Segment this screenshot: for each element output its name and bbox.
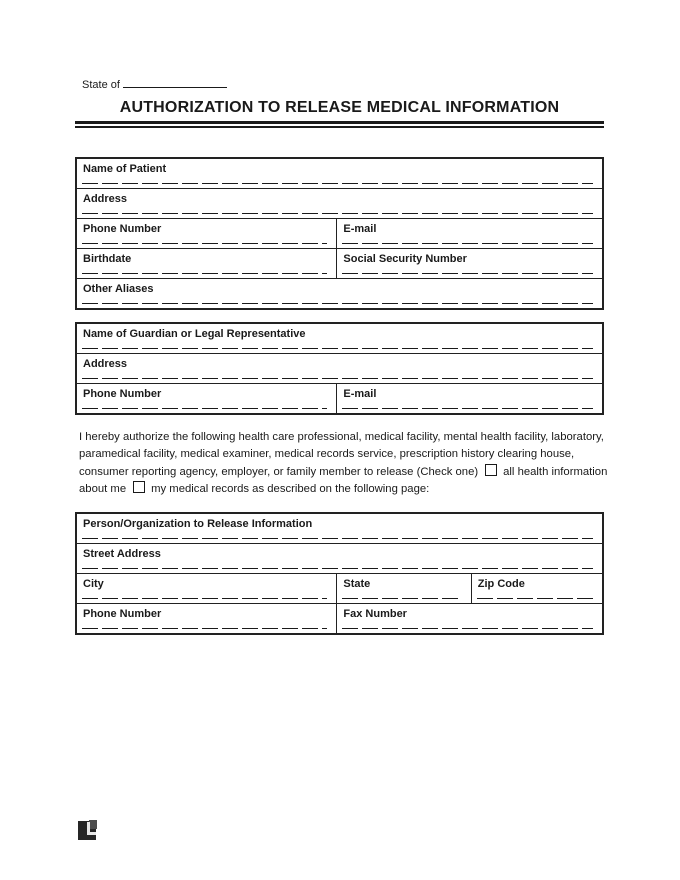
guardian-info-table xyxy=(75,322,604,415)
table-row xyxy=(77,573,602,603)
fill-line xyxy=(82,378,593,379)
table-row xyxy=(77,353,602,383)
table-row xyxy=(77,383,602,413)
table-row xyxy=(77,514,602,543)
guardian-email-label: E-mail xyxy=(343,388,377,400)
patient-email-label: E-mail xyxy=(343,223,377,235)
table-row xyxy=(77,603,602,633)
fill-line xyxy=(82,303,593,304)
patient-phone-cell xyxy=(77,219,337,248)
fill-line xyxy=(82,538,593,539)
authorization-intro-text: I hereby authorize the following health care professional, medical facility, mental health facility, laboratory, paramedical facility, medical examiner, medical records service, prescription history clearing house, consumer reporting agency, employer, or family member to release (Check one) xyxy=(79,431,604,478)
medical-records-checkbox[interactable] xyxy=(133,481,145,493)
guardian-name-label: Name of Guardian or Legal Representative xyxy=(83,328,306,340)
release-zip-label: Zip Code xyxy=(477,578,525,590)
patient-birthdate-label: Birthdate xyxy=(83,253,132,265)
fill-line xyxy=(82,628,327,629)
guardian-address-cell xyxy=(77,354,602,383)
fill-line xyxy=(342,408,593,409)
guardian-phone-cell xyxy=(77,384,337,413)
patient-info-table xyxy=(75,157,604,310)
patient-aliases-label: Other Aliases xyxy=(83,283,154,295)
patient-address-cell xyxy=(77,189,602,218)
page-title: AUTHORIZATION TO RELEASE MEDICAL INFORMATION xyxy=(119,99,560,116)
all-health-checkbox[interactable] xyxy=(485,464,497,476)
guardian-name-cell xyxy=(77,324,602,353)
release-fax-cell xyxy=(337,604,602,633)
authorization-paragraph xyxy=(79,429,609,498)
patient-email-cell xyxy=(337,219,602,248)
fill-line xyxy=(82,213,593,214)
release-city-label: City xyxy=(83,578,104,590)
table-row xyxy=(77,248,602,278)
release-state-label: State xyxy=(343,578,371,590)
fill-line xyxy=(342,628,593,629)
guardian-email-cell xyxy=(337,384,602,413)
state-of-label: State of xyxy=(82,79,120,91)
fill-line xyxy=(342,243,593,244)
fill-line xyxy=(477,598,593,599)
patient-name-label: Name of Patient xyxy=(83,163,167,175)
release-city-cell xyxy=(77,574,337,603)
table-row xyxy=(77,324,602,353)
fill-line xyxy=(342,273,593,274)
patient-name-cell xyxy=(77,159,602,188)
fill-line xyxy=(82,598,327,599)
fill-line xyxy=(82,243,327,244)
patient-birthdate-cell xyxy=(77,249,337,278)
patient-ssn-label: Social Security Number xyxy=(343,253,467,265)
patient-ssn-cell xyxy=(337,249,602,278)
state-fill-line xyxy=(123,76,227,88)
table-row xyxy=(77,159,602,188)
fill-line xyxy=(82,273,327,274)
release-recipient-table xyxy=(75,512,604,635)
table-row xyxy=(77,218,602,248)
patient-aliases-cell xyxy=(77,279,602,308)
fill-line xyxy=(82,348,593,349)
option-all-health-text: all health information about me xyxy=(79,465,608,495)
fill-line xyxy=(82,408,327,409)
release-street-label: Street Address xyxy=(83,548,161,560)
guardian-phone-label: Phone Number xyxy=(83,388,162,400)
fill-line xyxy=(82,568,593,569)
release-state-cell xyxy=(337,574,471,603)
fill-line xyxy=(342,598,461,599)
release-phone-cell xyxy=(77,604,337,633)
state-of-line xyxy=(82,76,227,91)
release-fax-label: Fax Number xyxy=(343,608,407,620)
fill-line xyxy=(82,183,593,184)
release-org-label: Person/Organization to Release Information xyxy=(83,518,313,530)
release-zip-cell xyxy=(472,574,602,603)
title-divider xyxy=(75,121,604,128)
release-org-cell xyxy=(77,514,602,543)
guardian-address-label: Address xyxy=(83,358,128,370)
release-street-cell xyxy=(77,544,602,573)
legal-templates-logo-icon xyxy=(78,820,98,841)
table-row xyxy=(77,278,602,308)
patient-address-label: Address xyxy=(83,193,128,205)
table-row xyxy=(77,188,602,218)
table-row xyxy=(77,543,602,573)
patient-phone-label: Phone Number xyxy=(83,223,162,235)
release-phone-label: Phone Number xyxy=(83,608,162,620)
option-medical-records-text: my medical records as described on the following page: xyxy=(151,482,430,495)
